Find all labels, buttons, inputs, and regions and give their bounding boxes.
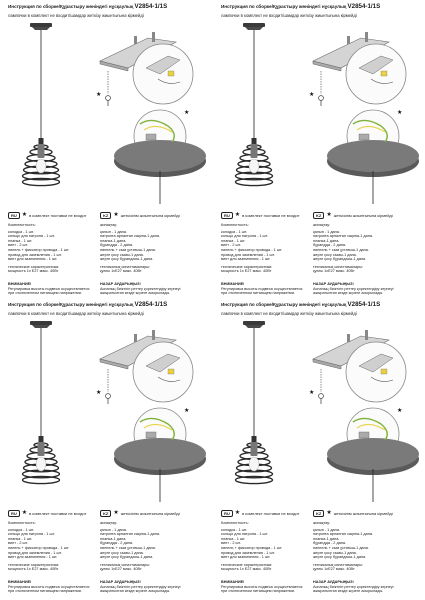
model-number: V2854-1/1S [134,3,168,10]
star-icon: ★ [21,510,28,516]
model-number: V2854-1/1S [134,301,168,308]
card-title: Инструкция по сборке/Құрастыру жөніндегі нұсқаулық V2854-1/1S [221,301,381,308]
contents-ru: Комплектность: колодка - 1 шт. кольцо для патрона - 1 шт. планка - 1 шт. винт - 2 шт. нипель + фиксатор провода - 1 шт. провод для заземления - 1 шт. винт для заземления - 1 шт. технические характеристики: мощность 1x E27 макс. 40Вт ВНИМАНИЕ! Регулировка высоты подвеса осуществляется при отключенном питающем напряжении. [8,521,106,594]
lang-badge-ru: RU [221,510,233,517]
contents-kz: жинақтау: қалып - 1 дана. патронға арналған сақина-1 дана. планка-1 дана. бұрандда - 2 дана. ниппель + сым ұстағыш-1 дана. жерге қосу сымы-1 дана. жерге қосу бұрандасы-1 дана. техникалық сипаттамалары: қуаты 1xE27 макс. 40Вт НАЗАР АУДАРЫҢЫЗ! Аспаның биіктігін реттеу қоректендіру кернеуі ажыратылған кезде жүзеге асырылады. [100,223,206,296]
card-subtitle: лампочки в комплект не входит/шамдар жеткізу жиынтығына кірмейді [221,13,357,18]
lang-badge-ru: RU [8,510,20,517]
lang-badge-ru: RU [221,212,233,219]
svg-text:★: ★ [184,110,190,116]
lang-badge-kz: KZ [100,510,111,517]
contents-ru: Комплектность: колодка - 1 шт. кольцо для патрона - 1 шт. планка - 1 шт. винт - 2 шт. нипель + фиксатор провода - 1 шт. провод для заземления - 1 шт. винт для заземления - 1 шт. технические характеристики: мощность 1x E27 макс. 40Вт ВНИМАНИЕ! Регулировка высоты подвеса осуществляется при отключенном питающем напряжении. [221,521,319,594]
screw-icon [319,394,324,399]
model-number: V2854-1/1S [347,301,381,308]
warning-heading: ВНИМАНИЕ! [221,281,245,286]
screw-icon [106,96,111,101]
pendant-lamp-illustration [8,314,83,504]
note-ru: RU ★ в комплект поставки не входит [8,212,86,219]
card-title: Инструкция по сборке/Құрастыру жөніндегі нұсқаулық V2854-1/1S [8,301,168,308]
star-icon: ★ [326,212,332,218]
star-icon: ★ [113,510,119,516]
warning-heading: НАЗАР АУДАРЫҢЫЗ! [313,281,354,286]
note-ru: RU ★ в комплект поставки не входит [8,510,86,517]
card-title: Инструкция по сборке/Құрастыру жөніндегі нұсқаулық V2854-1/1S [8,3,168,10]
notes-row [8,510,208,520]
assembly-diagram [301,16,419,206]
warning-heading: НАЗАР АУДАРЫҢЫЗ! [100,281,141,286]
star-icon: ★ [234,510,241,516]
star-icon: ★ [113,212,119,218]
note-kz: KZ ★ жеткізілім жиынтығына кірмейді [313,212,393,219]
notes-row [221,212,421,222]
svg-text:★: ★ [96,390,102,396]
note-ru: RU ★ в комплект поставки не входит [221,212,299,219]
notes-row [221,510,421,520]
warning-heading: ВНИМАНИЕ! [8,281,32,286]
contents-kz: жинақтау: қалып - 1 дана. патронға арналған сақина-1 дана. планка-1 дана. бұрандда - 2 дана. ниппель + сым ұстағыш-1 дана. жерге қосу сымы-1 дана. жерге қосу бұрандасы-1 дана. техникалық сипаттамалары: қуаты 1xE27 макс. 40Вт НАЗАР АУДАРЫҢЫЗ! Аспаның биіктігін реттеу қоректендіру кернеуі ажыратылған кезде жүзеге асырылады. [313,521,419,594]
warning-heading: НАЗАР АУДАРЫҢЫЗ! [100,579,141,584]
contents-kz: жинақтау: қалып - 1 дана. патронға арналған сақина-1 дана. планка-1 дана. бұрандда - 2 дана. ниппель + сым ұстағыш-1 дана. жерге қосу сымы-1 дана. жерге қосу бұрандасы-1 дана. техникалық сипаттамалары: қуаты 1xE27 макс. 40Вт НАЗАР АУДАРЫҢЫЗ! Аспаның биіктігін реттеу қоректендіру кернеуі ажыратылған кезде жүзеге асырылады. [313,223,419,296]
warning-heading: НАЗАР АУДАРЫҢЫЗ! [313,579,354,584]
instruction-card [8,3,208,296]
svg-text:★: ★ [184,408,190,414]
card-subtitle: лампочки в комплект не входит/шамдар жеткізу жиынтығына кірмейді [221,311,357,316]
pendant-lamp-illustration [221,16,296,206]
pendant-lamp-illustration [8,16,83,206]
card-subtitle: лампочки в комплект не входит/шамдар жеткізу жиынтығына кірмейді [8,311,144,316]
star-icon: ★ [326,510,332,516]
contents-kz: жинақтау: қалып - 1 дана. патронға арналған сақина-1 дана. планка-1 дана. бұрандда - 2 дана. ниппель + сым ұстағыш-1 дана. жерге қосу сымы-1 дана. жерге қосу бұрандасы-1 дана. техникалық сипаттамалары: қуаты 1xE27 макс. 40Вт НАЗАР АУДАРЫҢЫЗ! Аспаның биіктігін реттеу қоректендіру кернеуі ажыратылған кезде жүзеге асырылады. [100,521,206,594]
svg-text:★: ★ [309,390,315,396]
warning-heading: ВНИМАНИЕ! [8,579,32,584]
instruction-card [221,301,421,594]
contents-ru: Комплектность: колодка - 1 шт. кольцо для патрона - 1 шт. планка - 1 шт. винт - 2 шт. нипель + фиксатор провода - 1 шт. провод для заземления - 1 шт. винт для заземления - 1 шт. технические характеристики: мощность 1x E27 макс. 40Вт ВНИМАНИЕ! Регулировка высоты подвеса осуществляется при отключенном питающем напряжении. [221,223,319,296]
screw-icon [106,394,111,399]
lang-badge-kz: KZ [313,212,324,219]
star-icon: ★ [234,212,241,218]
card-subtitle: лампочки в комплект не входит/шамдар жеткізу жиынтығына кірмейді [8,13,144,18]
assembly-diagram [88,314,206,504]
model-number: V2854-1/1S [347,3,381,10]
svg-text:★: ★ [397,408,403,414]
lang-badge-kz: KZ [100,212,111,219]
assembly-diagram [88,16,206,206]
note-ru: RU ★ в комплект поставки не входит [221,510,299,517]
warning-heading: ВНИМАНИЕ! [221,579,245,584]
card-title: Инструкция по сборке/Құрастыру жөніндегі нұсқаулық V2854-1/1S [221,3,381,10]
lang-badge-kz: KZ [313,510,324,517]
star-icon: ★ [21,212,28,218]
notes-row [8,212,208,222]
contents-ru: Комплектность: колодка - 1 шт. кольцо для патрона - 1 шт. планка - 1 шт. винт - 2 шт. нипель + фиксатор провода - 1 шт. провод для заземления - 1 шт. винт для заземления - 1 шт. технические характеристики: мощность 1x E27 макс. 40Вт ВНИМАНИЕ! Регулировка высоты подвеса осуществляется при отключенном питающем напряжении. [8,223,106,296]
note-kz: KZ ★ жеткізілім жиынтығына кірмейді [313,510,393,517]
lang-badge-ru: RU [8,212,20,219]
screw-icon [319,96,324,101]
note-kz: KZ ★ жеткізілім жиынтығына кірмейді [100,212,180,219]
instruction-card [221,3,421,296]
instruction-card [8,301,208,594]
pendant-lamp-illustration [221,314,296,504]
svg-text:★: ★ [397,110,403,116]
svg-text:★: ★ [309,92,315,98]
note-kz: KZ ★ жеткізілім жиынтығына кірмейді [100,510,180,517]
assembly-diagram [301,314,419,504]
svg-text:★: ★ [96,92,102,98]
